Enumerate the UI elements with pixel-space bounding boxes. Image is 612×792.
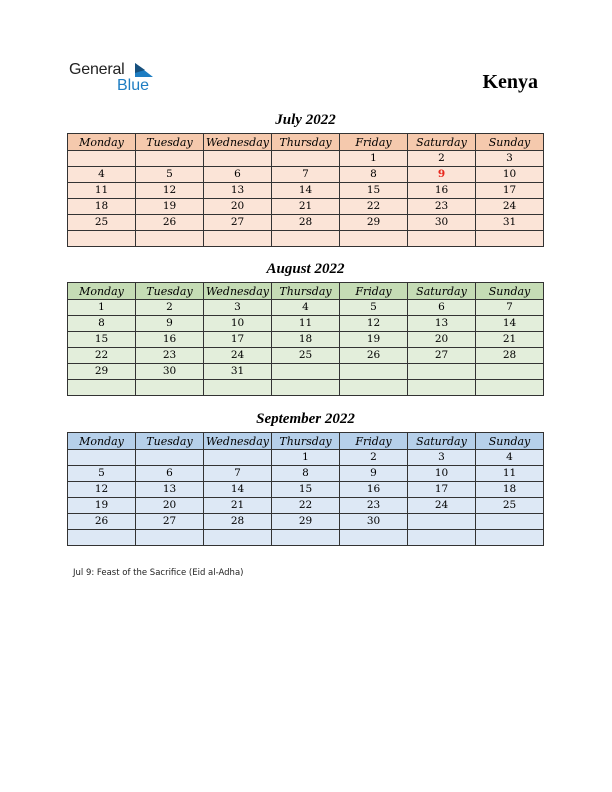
weekday-header: Friday [340, 433, 408, 450]
weekday-header: Saturday [408, 283, 476, 300]
day-cell [68, 151, 136, 167]
day-cell: 19 [340, 332, 408, 348]
day-cell [272, 380, 340, 396]
day-cell: 9 [340, 466, 408, 482]
day-cell [476, 514, 544, 530]
week-row [68, 364, 544, 380]
week-row [68, 514, 544, 530]
day-cell [340, 364, 408, 380]
day-cell: 3 [476, 151, 544, 167]
day-cell: 4 [476, 450, 544, 466]
day-cell: 15 [272, 482, 340, 498]
day-cell [68, 450, 136, 466]
day-cell: 17 [204, 332, 272, 348]
day-cell: 9 [136, 316, 204, 332]
day-cell: 25 [68, 215, 136, 231]
weekday-header: Friday [340, 283, 408, 300]
day-cell: 30 [340, 514, 408, 530]
day-cell: 5 [340, 300, 408, 316]
weekday-header: Monday [68, 134, 136, 151]
logo-blue-text: Blue [117, 77, 150, 94]
day-cell: 13 [408, 316, 476, 332]
day-cell [476, 231, 544, 247]
day-cell: 6 [136, 466, 204, 482]
day-cell [340, 380, 408, 396]
weekday-header: Thursday [272, 134, 340, 151]
week-row [68, 231, 544, 247]
day-cell: 29 [340, 215, 408, 231]
day-cell: 18 [272, 332, 340, 348]
day-cell: 4 [68, 167, 136, 183]
day-cell [408, 231, 476, 247]
day-cell [204, 450, 272, 466]
day-cell: 27 [408, 348, 476, 364]
weekday-header: Tuesday [136, 283, 204, 300]
weekday-header: Saturday [408, 433, 476, 450]
day-cell: 22 [272, 498, 340, 514]
day-cell [272, 364, 340, 380]
day-cell: 13 [136, 482, 204, 498]
day-cell [136, 231, 204, 247]
week-row [68, 332, 544, 348]
day-cell: 7 [476, 300, 544, 316]
day-cell: 11 [68, 183, 136, 199]
day-cell [204, 151, 272, 167]
week-row [68, 530, 544, 546]
weekday-header: Wednesday [204, 433, 272, 450]
day-cell: 16 [408, 183, 476, 199]
day-cell: 12 [340, 316, 408, 332]
day-cell: 22 [68, 348, 136, 364]
day-cell: 1 [68, 300, 136, 316]
day-cell: 29 [272, 514, 340, 530]
day-cell: 26 [340, 348, 408, 364]
week-row [68, 167, 544, 183]
day-cell: 21 [476, 332, 544, 348]
day-cell: 11 [272, 316, 340, 332]
weekday-header: Sunday [476, 283, 544, 300]
day-cell: 10 [408, 466, 476, 482]
weekday-header: Saturday [408, 134, 476, 151]
day-cell [68, 231, 136, 247]
day-cell: 27 [136, 514, 204, 530]
day-cell: 18 [68, 199, 136, 215]
day-cell: 30 [408, 215, 476, 231]
day-cell [408, 380, 476, 396]
day-cell: 14 [476, 316, 544, 332]
day-cell: 8 [68, 316, 136, 332]
day-cell [68, 380, 136, 396]
day-cell [136, 151, 204, 167]
day-cell: 15 [340, 183, 408, 199]
logo [69, 61, 179, 97]
day-cell: 24 [204, 348, 272, 364]
week-row [68, 498, 544, 514]
weekday-header: Monday [68, 283, 136, 300]
weekday-header: Wednesday [204, 283, 272, 300]
day-cell: 20 [204, 199, 272, 215]
day-cell: 24 [476, 199, 544, 215]
day-cell: 21 [204, 498, 272, 514]
week-row [68, 300, 544, 316]
day-cell [476, 364, 544, 380]
week-row [68, 380, 544, 396]
weekday-header: Tuesday [136, 433, 204, 450]
month-title-august: August 2022 [266, 261, 345, 277]
month-title-september: September 2022 [256, 411, 355, 427]
day-cell [340, 231, 408, 247]
day-cell [476, 530, 544, 546]
week-row [68, 482, 544, 498]
day-cell: 8 [272, 466, 340, 482]
day-cell: 17 [476, 183, 544, 199]
day-cell [272, 151, 340, 167]
day-cell: 31 [204, 364, 272, 380]
day-cell [68, 530, 136, 546]
day-cell: 3 [408, 450, 476, 466]
day-cell: 19 [68, 498, 136, 514]
day-cell: 7 [272, 167, 340, 183]
weekday-header: Tuesday [136, 134, 204, 151]
day-cell: 19 [136, 199, 204, 215]
month-title-july: July 2022 [275, 112, 336, 128]
day-cell: 28 [476, 348, 544, 364]
weekday-header: Friday [340, 134, 408, 151]
day-cell: 23 [408, 199, 476, 215]
day-cell: 28 [204, 514, 272, 530]
weekday-header: Sunday [476, 134, 544, 151]
day-cell: 8 [340, 167, 408, 183]
day-cell: 12 [68, 482, 136, 498]
day-cell [272, 231, 340, 247]
week-row [68, 348, 544, 364]
day-cell: 30 [136, 364, 204, 380]
day-cell [204, 530, 272, 546]
day-cell: 2 [340, 450, 408, 466]
day-cell: 26 [136, 215, 204, 231]
week-row [68, 215, 544, 231]
day-cell: 15 [68, 332, 136, 348]
weekday-header: Thursday [272, 433, 340, 450]
day-cell [136, 380, 204, 396]
day-cell: 2 [408, 151, 476, 167]
day-cell: 17 [408, 482, 476, 498]
day-cell: 10 [204, 316, 272, 332]
calendar-july [67, 133, 544, 247]
weekday-header-row [68, 134, 544, 151]
day-cell: 5 [68, 466, 136, 482]
day-cell: 25 [476, 498, 544, 514]
week-row [68, 199, 544, 215]
weekday-header: Wednesday [204, 134, 272, 151]
day-cell: 4 [272, 300, 340, 316]
day-cell: 7 [204, 466, 272, 482]
country-title: Kenya [482, 71, 538, 93]
weekday-header-row [68, 283, 544, 300]
day-cell: 2 [136, 300, 204, 316]
day-cell: 18 [476, 482, 544, 498]
day-cell: 1 [272, 450, 340, 466]
day-cell [272, 530, 340, 546]
day-cell: 22 [340, 199, 408, 215]
day-cell: 24 [408, 498, 476, 514]
day-cell: 20 [136, 498, 204, 514]
day-cell [408, 514, 476, 530]
day-cell: 3 [204, 300, 272, 316]
weekday-header: Sunday [476, 433, 544, 450]
day-cell: 25 [272, 348, 340, 364]
calendar-september [67, 432, 544, 546]
day-cell: 16 [136, 332, 204, 348]
day-cell: 16 [340, 482, 408, 498]
week-row [68, 316, 544, 332]
day-cell: 28 [272, 215, 340, 231]
day-cell [408, 530, 476, 546]
day-cell: 1 [340, 151, 408, 167]
holiday-day-cell: 9 [408, 167, 476, 183]
week-row [68, 183, 544, 199]
day-cell [136, 450, 204, 466]
weekday-header: Thursday [272, 283, 340, 300]
day-cell: 12 [136, 183, 204, 199]
day-cell [136, 530, 204, 546]
holiday-note: Jul 9: Feast of the Sacrifice (Eid al-Adha) [73, 568, 244, 578]
calendar-august [67, 282, 544, 396]
day-cell: 31 [476, 215, 544, 231]
day-cell [204, 231, 272, 247]
day-cell: 5 [136, 167, 204, 183]
day-cell [340, 530, 408, 546]
day-cell: 6 [408, 300, 476, 316]
day-cell: 21 [272, 199, 340, 215]
day-cell: 29 [68, 364, 136, 380]
day-cell: 23 [136, 348, 204, 364]
day-cell: 20 [408, 332, 476, 348]
logo-general-text: General [69, 61, 125, 78]
day-cell: 6 [204, 167, 272, 183]
day-cell [408, 364, 476, 380]
week-row [68, 450, 544, 466]
day-cell [476, 380, 544, 396]
day-cell: 23 [340, 498, 408, 514]
day-cell: 11 [476, 466, 544, 482]
weekday-header-row [68, 433, 544, 450]
week-row [68, 151, 544, 167]
day-cell: 14 [272, 183, 340, 199]
day-cell: 14 [204, 482, 272, 498]
day-cell [204, 380, 272, 396]
day-cell: 27 [204, 215, 272, 231]
day-cell: 10 [476, 167, 544, 183]
blue-triangle-flag-icon [135, 63, 153, 77]
day-cell: 13 [204, 183, 272, 199]
weekday-header: Monday [68, 433, 136, 450]
day-cell: 26 [68, 514, 136, 530]
week-row [68, 466, 544, 482]
